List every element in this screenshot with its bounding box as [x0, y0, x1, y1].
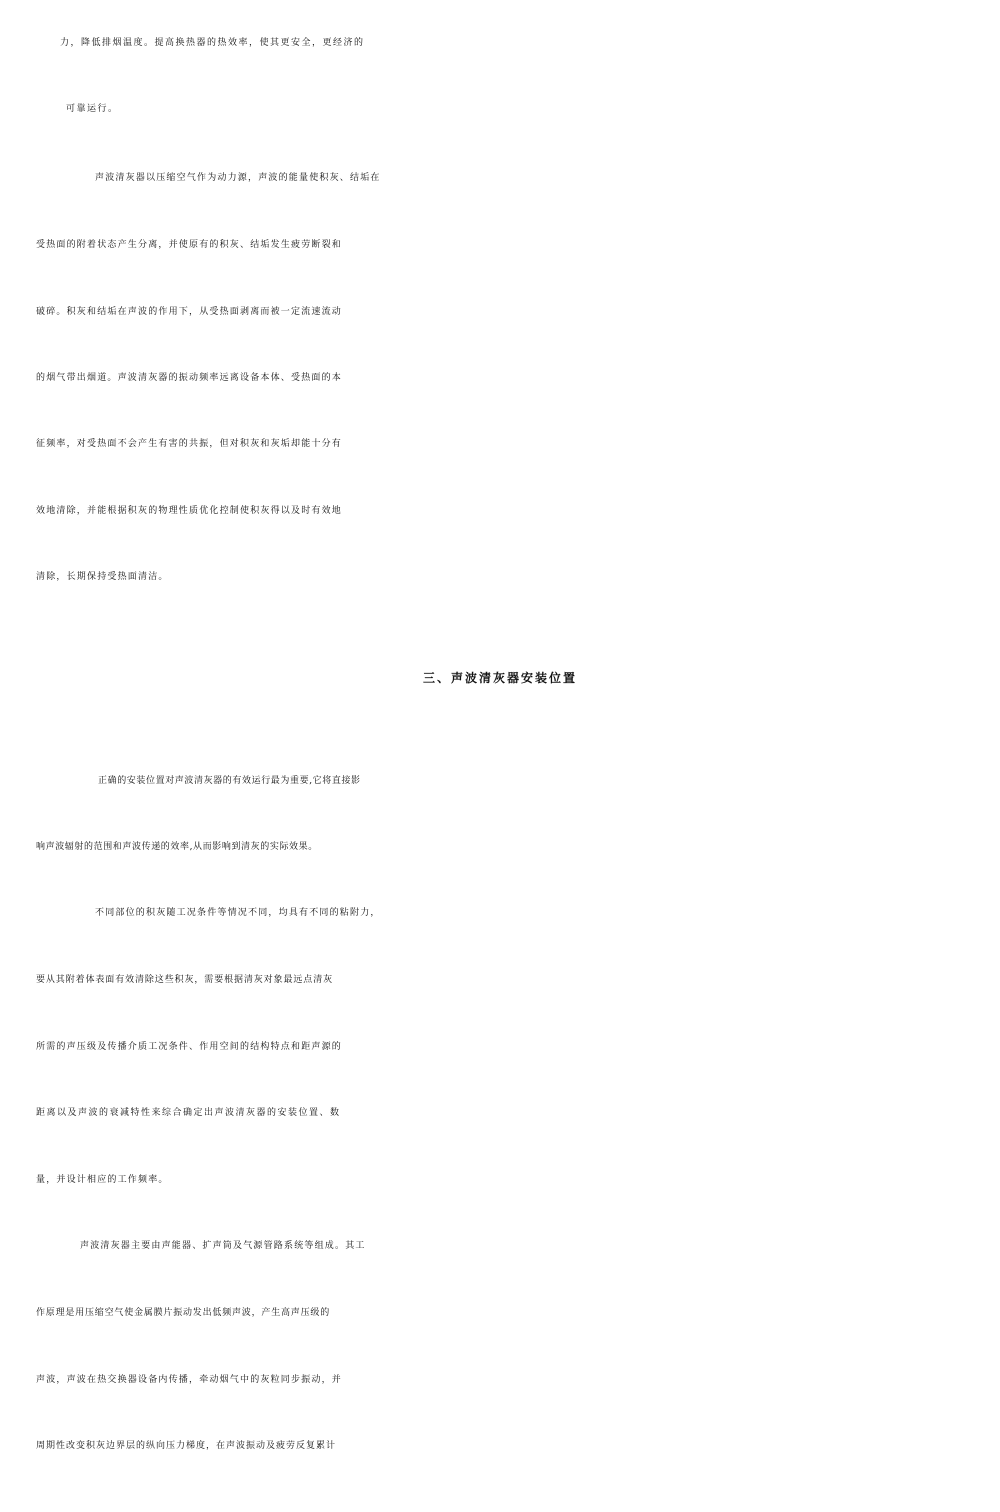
paragraph-2-line-1: 声波清灰器以压缩空气作为动力源，声波的能量使积灰、结垢在: [95, 173, 381, 183]
paragraph-4-line-5: 量，并设计相应的工作频率。: [36, 1175, 169, 1185]
paragraph-2-line-4: 的烟气带出烟道。声波清灰器的振动频率远离设备本体、受热面的本: [36, 373, 343, 383]
paragraph-5-line-4: 周期性改变积灰边界层的纵向压力梯度，在声波振动及疲劳反复累计: [36, 1441, 337, 1451]
paragraph-3-line-1: 正确的安装位置对声波清灰器的有效运行最为重要,它将直接影: [98, 776, 361, 786]
section-heading: 三、声波清灰器安装位置: [422, 671, 577, 685]
paragraph-2-line-5: 征频率，对受热面不会产生有害的共振，但对积灰和灰垢却能十分有: [36, 439, 343, 449]
paragraph-4-line-1: 不同部位的积灰随工况条件等情况不同，均具有不同的粘附力，: [95, 908, 381, 918]
paragraph-1-line-2: 可靠运行。: [66, 104, 119, 114]
paragraph-3-line-2: 响声波辐射的范围和声波传递的效率,从而影响到清灰的实际效果。: [36, 842, 318, 852]
paragraph-2-line-2: 受热面的附着状态产生分离，并使原有的积灰、结垢发生疲劳断裂和: [36, 240, 343, 250]
paragraph-5-line-2: 作原理是用压缩空气使金属膜片振动发出低频声波，产生高声压级的: [36, 1308, 331, 1318]
paragraph-2-line-3: 破碎。积灰和结垢在声波的作用下，从受热面剥离而被一定流速流动: [36, 307, 343, 317]
paragraph-1-line-1: 力，降低排烟温度。提高换热器的热效率，使其更安全，更经济的: [60, 38, 365, 48]
paragraph-4-line-2: 要从其附着体表面有效清除这些积灰，需要根据清灰对象最远点清灰: [36, 975, 334, 985]
paragraph-4-line-3: 所需的声压级及传播介质工况条件、作用空间的结构特点和距声源的: [36, 1042, 343, 1052]
paragraph-5-line-3: 声波，声波在热交换器设备内传播，牵动烟气中的灰粒同步振动，并: [36, 1375, 343, 1385]
paragraph-4-line-4: 距离以及声波的衰减特性来综合确定出声波清灰器的安装位置、数: [36, 1108, 341, 1118]
paragraph-2-line-7: 清除，长期保持受热面清洁。: [36, 572, 169, 582]
paragraph-5-line-1: 声波清灰器主要由声能器、扩声筒及气源管路系统等组成。其工: [80, 1241, 366, 1251]
paragraph-2-line-6: 效地清除，并能根据积灰的物理性质优化控制使积灰得以及时有效地: [36, 506, 343, 516]
